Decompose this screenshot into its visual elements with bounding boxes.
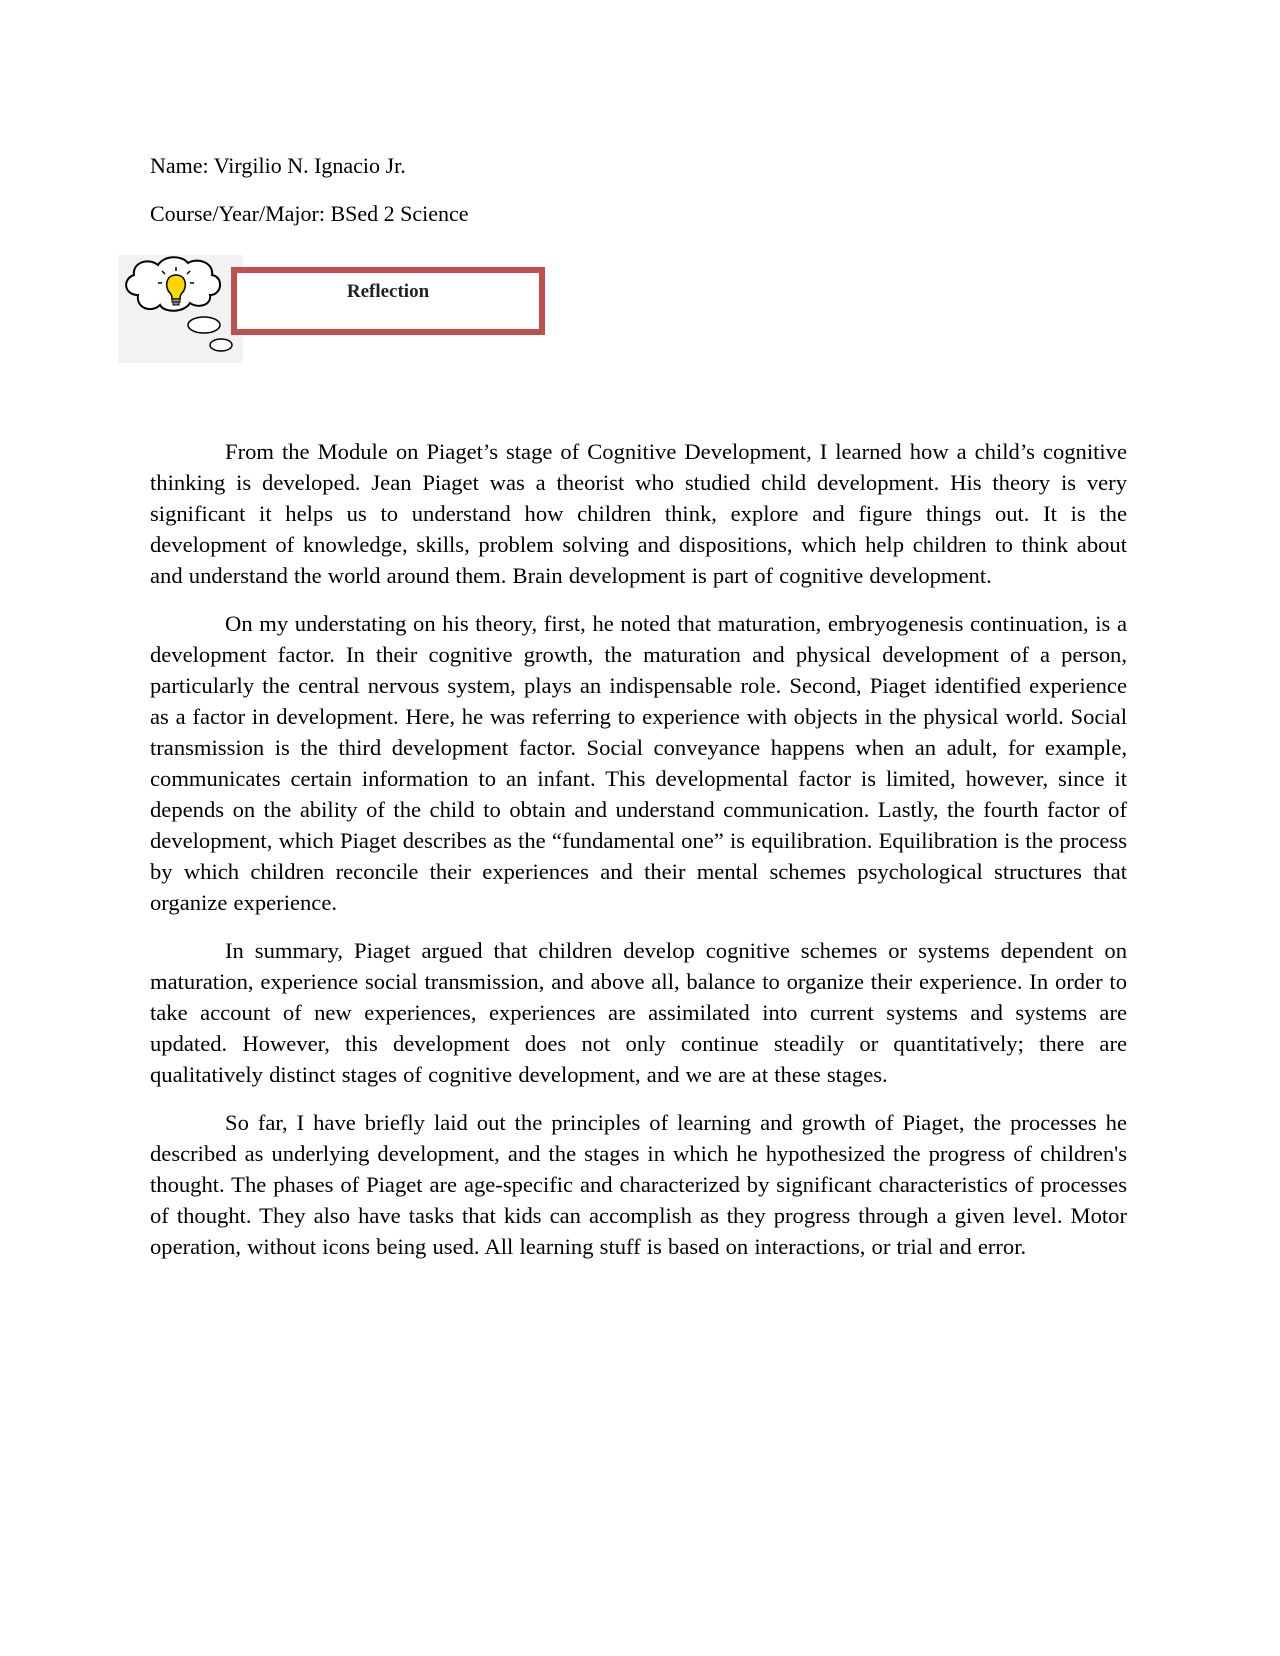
paragraph-2: On my understating on his theory, first, he noted that maturation, embryogenesis continuation, is a development factor. In their cognitive growth, the maturation and physical development of a person, particularly the central nervous system, plays an indispensable role. Second, Piaget identified experience as a factor in development. Here, he was referring to experience with objects in the physical world. Social transmission is the third development factor. Social conveyance happens when an adult, for example, communicates certain information to an infant. This developmental factor is limited, however, since it depends on the ability of the child to obtain and understand communication. Lastly, the fourth factor of development, which Piaget describes as the “fundamental one” is equilibration. Equilibration is the process by which children reconcile their experiences and their mental schemes psychological structures that organize experience.	[150, 611, 1127, 915]
lightbulb-thought-cloud-icon	[118, 255, 243, 363]
paragraph-3: In summary, Piaget argued that children develop cognitive schemes or systems dependent on maturation, experience social transmission, and above all, balance to organize their experience. In order to take account of new experiences, experiences are assimilated into current systems and systems are updated. However, this development does not only continue steadily or quantitatively; there are qualitatively distinct stages of cognitive development, and we are at these stages.	[150, 938, 1127, 1087]
reflection-body	[150, 436, 1127, 1279]
reflection-title: Reflection	[346, 281, 430, 302]
student-course: Course/Year/Major: BSed 2 Science	[150, 201, 469, 226]
paragraph-1: From the Module on Piaget’s stage of Cognitive Development, I learned how a child’s cognitive thinking is developed. Jean Piaget was a theorist who studied child development. His theory is very significant it helps us to understand how children think, explore and figure things out. It is the development of knowledge, skills, problem solving and dispositions, which help children to think about and understand the world around them. Brain development is part of cognitive development.	[150, 439, 1127, 588]
reflection-banner	[231, 267, 545, 335]
paragraph-4: So far, I have briefly laid out the principles of learning and growth of Piaget, the processes he described as underlying development, and the stages in which he hypothesized the progress of children's thought. The phases of Piaget are age-specific and characterized by significant characteristics of processes of thought. They also have tasks that kids can accomplish as they progress through a given level. Motor operation, without icons being used. All learning stuff is based on interactions, or trial and error.	[150, 1110, 1127, 1259]
student-name: Name: Virgilio N. Ignacio Jr.	[150, 153, 406, 178]
